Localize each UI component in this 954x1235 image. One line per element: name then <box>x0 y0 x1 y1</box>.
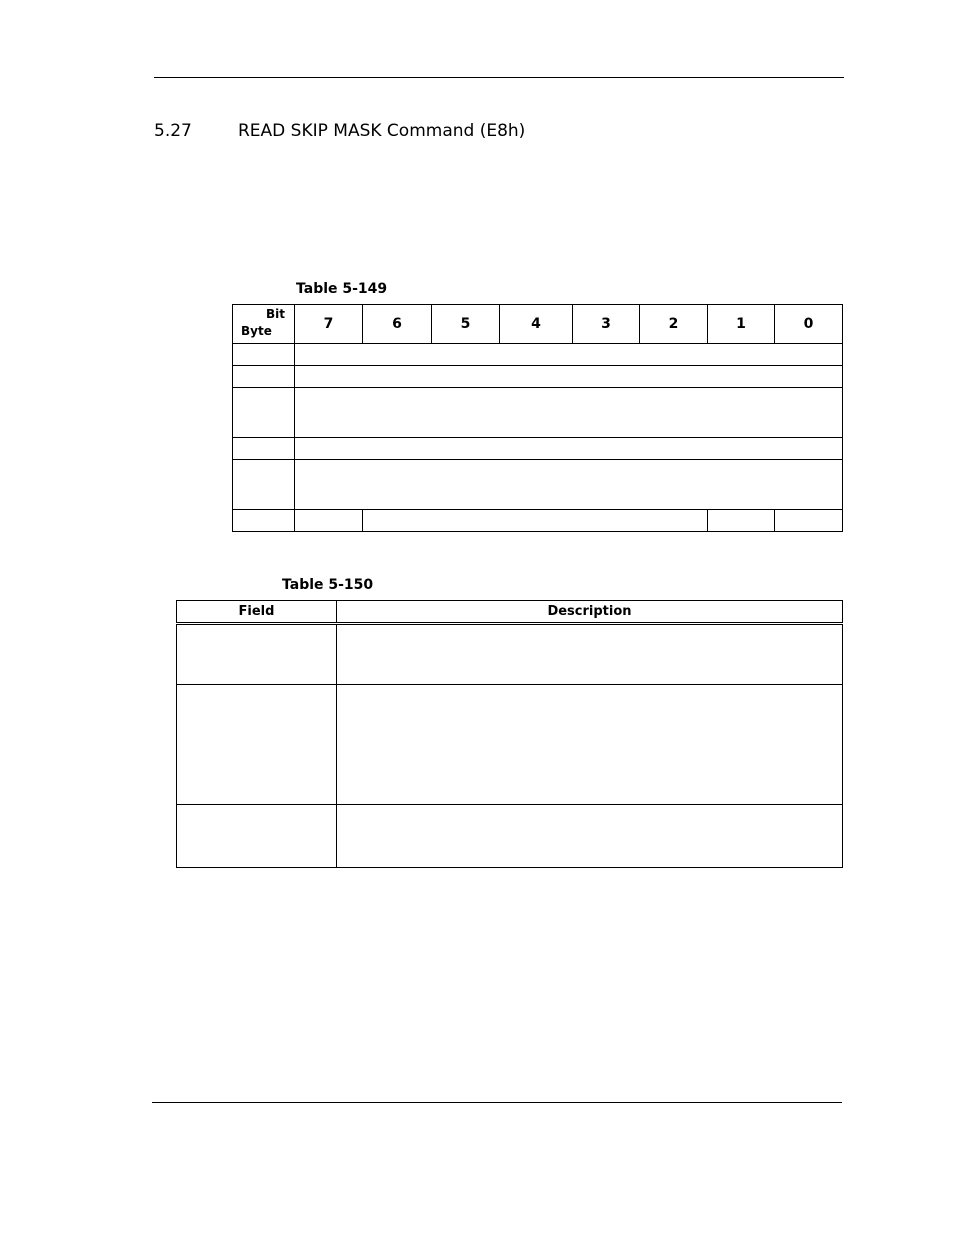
field-cell <box>295 460 843 510</box>
field-cell <box>295 366 843 388</box>
field-cell <box>708 510 775 532</box>
bit-4-header: 4 <box>500 305 573 344</box>
section-title: READ SKIP MASK Command (E8h) <box>238 121 526 141</box>
bit-0-header: 0 <box>775 305 843 344</box>
table-row <box>233 510 843 532</box>
table-row <box>233 460 843 510</box>
description-column-header: Description <box>337 601 843 624</box>
field-cell <box>295 510 363 532</box>
field-name-cell <box>177 685 337 805</box>
byte-cell <box>233 460 295 510</box>
byte-cell <box>233 510 295 532</box>
bit-label: Bit <box>266 307 285 321</box>
byte-cell <box>233 388 295 438</box>
bit-5-header: 5 <box>432 305 500 344</box>
bottom-rule <box>152 1102 842 1103</box>
bit-7-header: 7 <box>295 305 363 344</box>
bit-1-header: 1 <box>708 305 775 344</box>
section-number: 5.27 <box>154 121 192 141</box>
field-cell <box>775 510 843 532</box>
table-caption-150: Table 5-150 <box>282 577 374 593</box>
cdb-format-table <box>232 304 843 532</box>
table-row <box>177 624 843 685</box>
field-cell <box>295 388 843 438</box>
table-row <box>233 388 843 438</box>
table-row <box>233 344 843 366</box>
byte-cell <box>233 438 295 460</box>
description-cell <box>337 685 843 805</box>
field-column-header: Field <box>177 601 337 624</box>
field-cell <box>363 510 708 532</box>
byte-label: Byte <box>241 324 272 338</box>
field-cell <box>295 438 843 460</box>
bit-header-row <box>233 305 843 344</box>
field-header-row <box>177 601 843 624</box>
table-row <box>233 438 843 460</box>
table-row <box>177 685 843 805</box>
field-name-cell <box>177 624 337 685</box>
bit-6-header: 6 <box>363 305 432 344</box>
description-cell <box>337 805 843 868</box>
byte-cell <box>233 344 295 366</box>
bit-byte-corner-cell <box>233 305 295 344</box>
description-cell <box>337 624 843 685</box>
table-caption-149: Table 5-149 <box>296 281 388 297</box>
bit-3-header: 3 <box>573 305 640 344</box>
field-name-cell <box>177 805 337 868</box>
top-rule <box>154 77 844 78</box>
bit-2-header: 2 <box>640 305 708 344</box>
table-row <box>177 805 843 868</box>
byte-cell <box>233 366 295 388</box>
field-cell <box>295 344 843 366</box>
table-row <box>233 366 843 388</box>
field-description-table <box>176 600 843 868</box>
